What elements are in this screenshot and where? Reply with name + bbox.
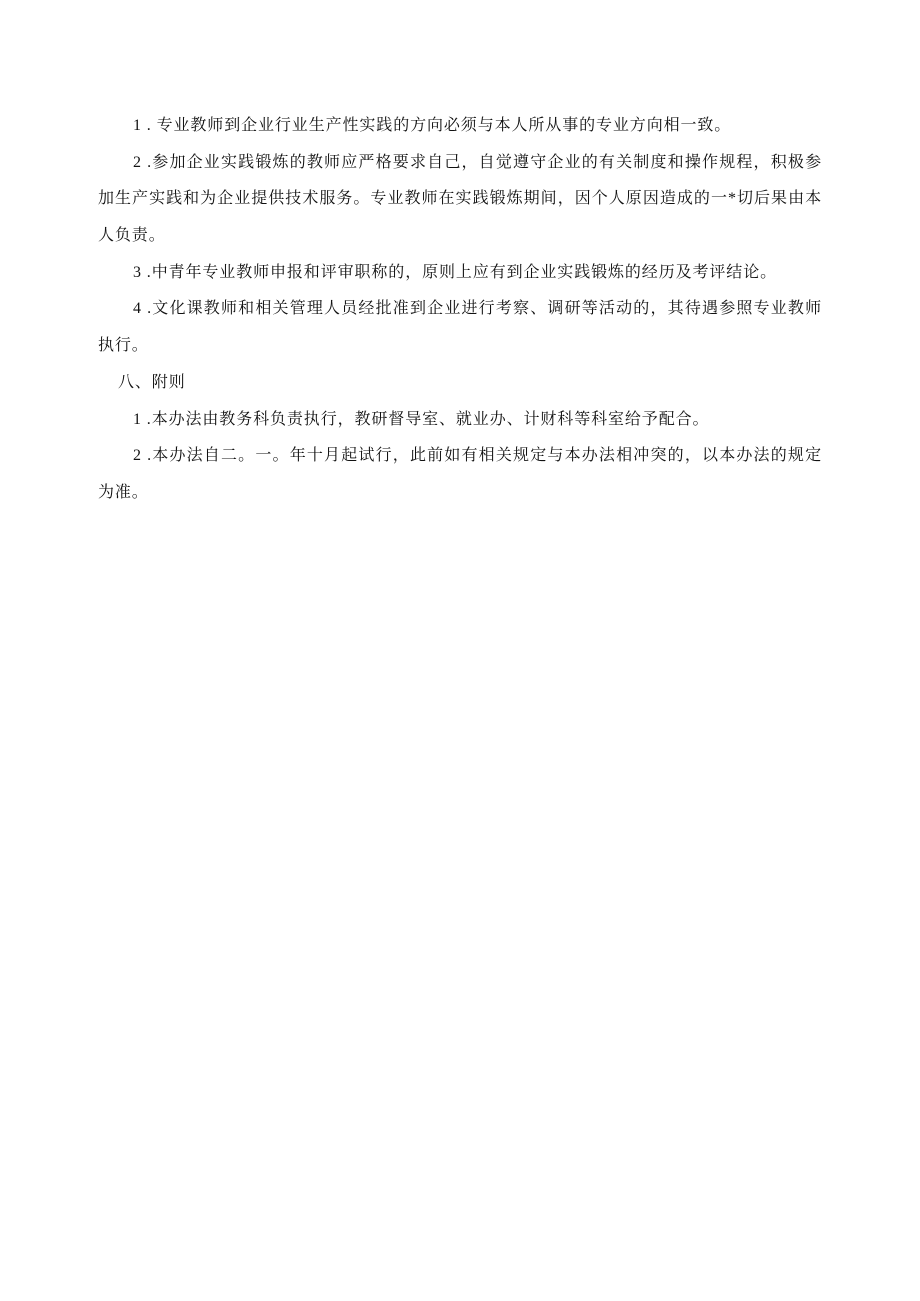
clause-line: 1 .本办法由教务科负责执行，教研督导室、就业办、计财科等科室给予配合。 bbox=[133, 410, 710, 428]
clause-line: 执行。 bbox=[98, 337, 149, 355]
clause-1 bbox=[98, 108, 822, 145]
clause-2 bbox=[98, 145, 822, 255]
document-body bbox=[98, 108, 822, 512]
appendix-clause-2 bbox=[98, 438, 822, 511]
clause-4 bbox=[98, 291, 822, 364]
clause-line: 加生产实践和为企业提供技术服务。专业教师在实践锻炼期间，因个人原因造成的一*切后果由本 bbox=[98, 190, 822, 208]
clause-line: 2 .本办法自二。一。年十月起试行，此前如有相关规定与本办法相冲突的，以本办法的规定 bbox=[133, 447, 822, 465]
clause-line: 为准。 bbox=[98, 483, 149, 501]
clause-3 bbox=[98, 255, 822, 292]
section-heading: 八、附则 bbox=[118, 373, 186, 391]
clause-line: 4 .文化课教师和相关管理人员经批准到企业进行考察、调研等活动的，其待遇参照专业教师 bbox=[133, 300, 822, 318]
appendix-clause-1 bbox=[98, 402, 822, 439]
clause-line: 1 . 专业教师到企业行业生产性实践的方向必须与本人所从事的专业方向相一致。 bbox=[133, 117, 732, 134]
clause-line: 人负责。 bbox=[98, 227, 166, 245]
clause-line: 3 .中青年专业教师申报和评审职称的，原则上应有到企业实践锻炼的经历及考评结论。 bbox=[133, 263, 778, 281]
clause-line: 2 .参加企业实践锻炼的教师应严格要求自己，自觉遵守企业的有关制度和操作规程，积极参 bbox=[133, 153, 822, 171]
